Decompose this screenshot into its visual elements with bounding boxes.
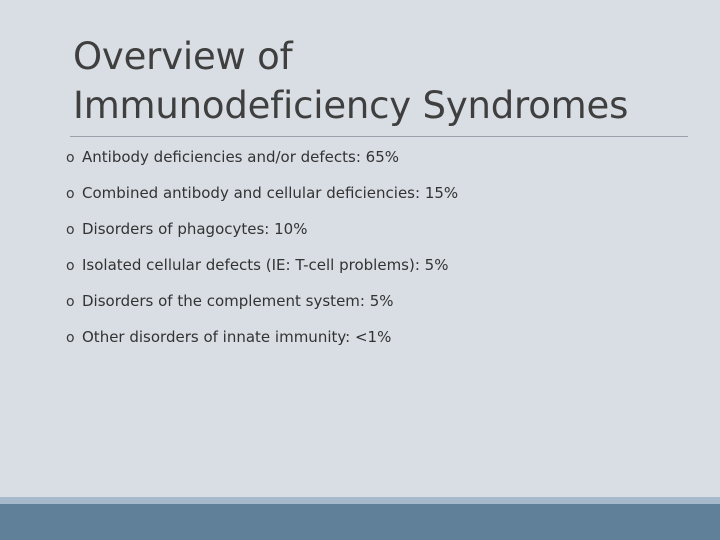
title-line-1: Overview of xyxy=(73,35,293,78)
bullet-text: Other disorders of innate immunity: <1% xyxy=(82,328,392,346)
bullet-marker: o xyxy=(66,294,75,310)
footer-band-dark xyxy=(0,504,720,540)
bullet-text: Disorders of the complement system: 5% xyxy=(82,292,394,310)
bullet-marker: o xyxy=(66,258,75,274)
bullet-list xyxy=(66,148,458,364)
bullet-item xyxy=(66,184,458,220)
bullet-item xyxy=(66,328,458,364)
bullet-item xyxy=(66,256,458,292)
bullet-text: Disorders of phagocytes: 10% xyxy=(82,220,308,238)
title-divider xyxy=(70,136,688,137)
bullet-item xyxy=(66,220,458,256)
bullet-item xyxy=(66,292,458,328)
bullet-text: Isolated cellular defects (IE: T-cell problems): 5% xyxy=(82,256,449,274)
slide-title xyxy=(73,32,693,130)
bullet-marker: o xyxy=(66,222,75,238)
footer-band-light xyxy=(0,497,720,504)
bullet-marker: o xyxy=(66,330,75,346)
bullet-text: Antibody deficiencies and/or defects: 65% xyxy=(82,148,400,166)
bullet-marker: o xyxy=(66,150,75,166)
title-line-2: Immunodeficiency Syndromes xyxy=(73,84,629,127)
bullet-marker: o xyxy=(66,186,75,202)
bullet-item xyxy=(66,148,458,184)
bullet-text: Combined antibody and cellular deficiencies: 15% xyxy=(82,184,459,202)
